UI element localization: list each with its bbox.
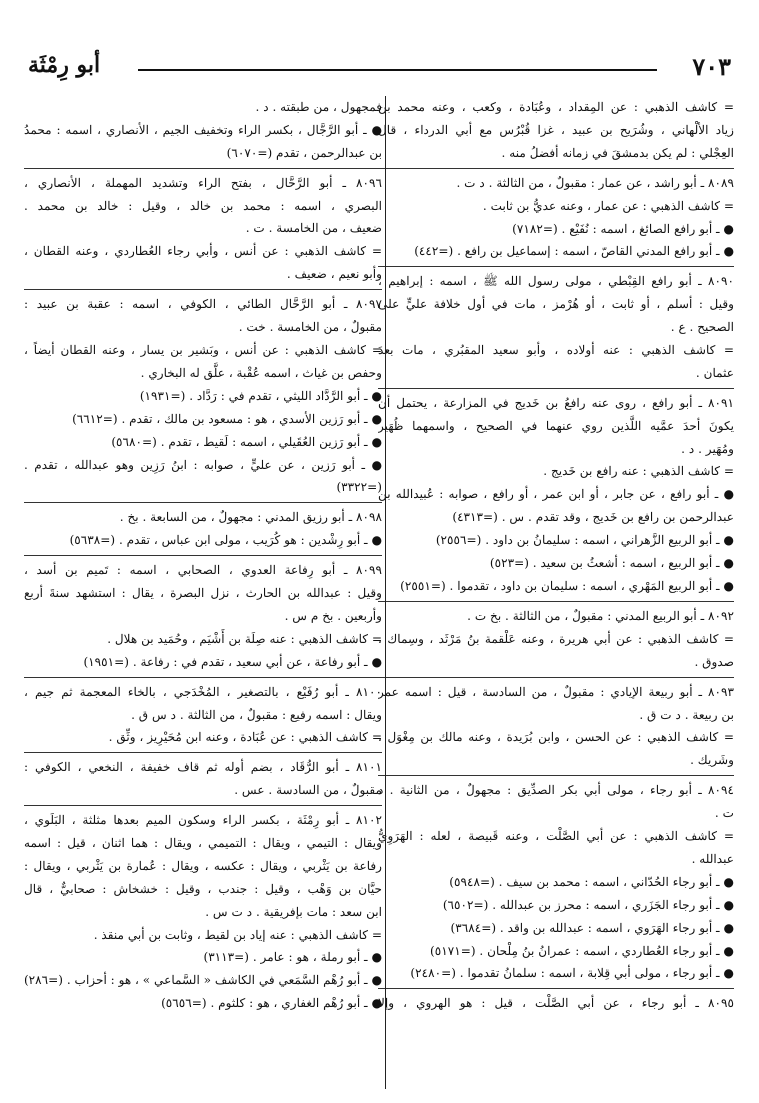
text-line: = كاشف الذهبي : عنه رافع بن خَديج . — [543, 464, 734, 479]
text-line: وقيل : أسلم ، أو ثابت ، أو هُرْمز ، مات في أول خلافة عليٍّ على — [378, 297, 734, 312]
text-line: ● ـ أبو رجاء العُطاردي ، اسمه : عمرانُ بنُ مِلْحان . (=٥١٧١) — [430, 943, 734, 958]
text-line: ٨٠٩٢ ـ أبو الربيع المدني : مقبولٌ ، من الثالثة . بخ ت . — [467, 608, 734, 623]
text-line: ٨٠٩٤ ـ أبو رجاء ، مولى أبي بكر الصدِّيق : مجهولٌ ، من الثانية . د — [378, 783, 734, 798]
text-line: وقيل : عبدالله بن الحارث ، نزل البصرة ، يقال : استشهد سنةَ أربع — [24, 586, 382, 600]
right-column — [378, 96, 734, 1089]
page-header — [28, 52, 731, 92]
text-line: ابن سعد : مات بإفريقية . د ت س . — [205, 904, 382, 919]
text-line: ● ـ أبو رافع المدني القاصّ ، اسمه : إسماعيل بن رافع . (=٤٤٢) — [414, 244, 734, 259]
entry-separator — [378, 775, 734, 776]
entry-separator — [24, 555, 382, 556]
text-line: ● ـ أبو الربيع الزَّهراني ، اسمه : سليمانُ بن داود . (=٢٥٥٦) — [435, 533, 734, 548]
text-line: ● ـ أبو رجاء الجَزَري ، اسمه : محرز بن عبدالله . (=٦٥٠٢) — [442, 897, 734, 912]
text-line: عبدالله . — [691, 851, 734, 866]
text-line: ٨٠٩٨ ـ أبو رزيق المدني : مجهولٌ ، من السابعة . بخ . — [119, 510, 382, 525]
text-line: بن عبدالرحمن ، تقدم (=٦٠٧٠) — [226, 145, 382, 160]
entry-separator — [24, 289, 382, 290]
text-line: ٨١٠٠ ـ أبو رُفَيْع ، بالتصغير ، المُخْدَجي ، بالخاء المعجمة ثم جيم ، — [24, 684, 382, 699]
text-line: ت . — [714, 806, 734, 821]
text-line: ويقال : اسمه رفيع : مقبولٌ ، من الثالثة . د س ق . — [131, 707, 382, 722]
text-line: ٨٠٨٩ ـ أبو راشد ، عن عمار : مقبولٌ ، من الثالثة . د ت . — [456, 175, 734, 190]
text-line: ويقال : التيمي ، ويقال : التميمي ، ويقال : هما اثنان ، قيل : اسمه — [24, 836, 382, 850]
text-line: بن ربيعة . د ت ق . — [639, 707, 734, 722]
text-line: ٨٠٩٦ ـ أبو الرَّحَّال ، بفتح الراء وتشديد المهملة ، الأنصاري ، — [24, 175, 382, 190]
text-line: يكونَ أحدَ عمَّيه اللَّذين روي عنهما في الصحيح ، واسمهما ظُهَير — [378, 418, 734, 433]
text-line: ● ـ أبو رجاء ، مولى أبي قِلابة ، اسمه : سلمانُ تقدموا . (=٢٤٨٠) — [410, 966, 734, 981]
text-line: عبدالرحمن بن رافع بن خَديج ، وقد تقدم . س . (=٤٣١٣) — [452, 510, 734, 525]
text-line: ٨٠٩٩ ـ أبو رِفاعة العدوي ، الصحابي ، اسمه : تَميم بن أسد ، — [24, 563, 382, 578]
entry-separator — [378, 988, 734, 989]
entry-separator — [24, 752, 382, 753]
text-line: = كاشف الذهبي : عن عمار ، وعنه عديُّ بن ثابت . — [482, 198, 734, 213]
text-line: ٨٠٩٣ ـ أبو ربيعة الإيادي : مقبولٌ ، من السادسة ، قيل : اسمه عمر — [378, 684, 734, 699]
text-line: البصري ، اسمه : محمد بن خالد ، وقيل : خالد بن محمد . — [24, 198, 382, 213]
text-line: (=٣٣٢٢) — [336, 480, 382, 495]
text-line: = كاشف الذهبي : عن المِقداد ، وعُبَادة ، وكعب ، وعنه محمد بن — [378, 100, 734, 114]
text-line: ● ـ أبو رَزين العُقَيلي ، اسمه : لَقيط ، تقدم . (=٥٦٨٠) — [111, 434, 382, 449]
text-line: ● ـ أبو رُهْم الغفاري ، هو : كلثوم . (=٥٦٥٦) — [161, 996, 382, 1011]
entry-separator — [378, 388, 734, 389]
text-line: حيَّان بن وَهْب ، وقيل : جندب ، وقيل : خشخاش : صحابيٌّ ، قال — [24, 881, 382, 896]
text-line: ● ـ أبو الرَّدَّاد الليثي ، تقدم في : رَدَّاد . (=١٩٣١) — [139, 388, 382, 403]
entry-separator — [24, 502, 382, 503]
text-line: ● ـ أبو الربيع المَهْري ، اسمه : سليمان بن داود ، تقدموا . (=٢٥٥١) — [400, 579, 734, 593]
text-line: ٨١٠١ ـ أبو الرُّقَاد ، بضم أوله ثم قاف خفيفة ، النخعي ، الكوفي : — [24, 760, 382, 775]
text-line: ٨٠٩٧ ـ أبو الرَّحَّال الطائي ، الكوفي ، اسمه : عقبة بن عبيد : — [24, 297, 382, 312]
text-line: = كاشف الذهبي : عنه إياد بن لقيط ، وثابت بن أبي منقذ . — [93, 927, 382, 942]
left-column — [24, 96, 382, 1089]
text-line: زياد الألْهاني ، وشُرَيح بن عبيد ، غزا قُبْرُس مع أبي الدرداء ، قال — [378, 122, 734, 137]
text-line: = كاشف الذهبي : عن أنس ، وبَشير بن يسار ، وعنه القطان أيضاً ، — [24, 342, 382, 357]
text-line: ● ـ أبو رفاعة ، عن أبي سعيد ، تقدم في : رفاعة . (=١٩٥١) — [83, 654, 382, 669]
text-line: ● ـ أبو الرَّجَّال ، بكسر الراء وتخفيف الجيم ، الأنصاري ، اسمه : محمدُ — [24, 122, 382, 137]
entry-separator — [378, 168, 734, 169]
text-line: وحفص بن غياث ، اسمه عُقْبة ، علَّق له البخاري . — [140, 365, 382, 380]
page-number: ٧٠٣ — [692, 52, 731, 81]
text-line: = كاشف الذهبي : عن أبي هريرة ، وعنه عَلْقمة بنُ مَرْثَد ، وسِماك ، — [378, 631, 734, 646]
text-line: عثمان . — [695, 365, 734, 380]
text-line: فمجهول ، من طبقته . د . — [255, 100, 382, 114]
text-line: = كاشف الذهبي : عن عُبَادة ، وعنه ابن مُحَيْرِيز ، وثِّق . — [108, 730, 382, 745]
text-line: ● ـ أبو رجاء الهَرَوي ، اسمه : عبدالله بن واقد . (=٣٦٨٤) — [450, 920, 734, 935]
text-line: ● ـ أبو رجاء الحُدّاني ، اسمه : محمد بن سيف . (=٥٩٤٨) — [449, 874, 734, 889]
text-line: ● ـ أبو رافع الصائغ ، اسمه : نُفَيْع . (=٧١٨٢) — [512, 221, 734, 236]
entry-separator — [24, 805, 382, 806]
text-line: = كاشف الذهبي : عنه أولاده ، وأبو سعيد المقبُري ، مات بعدَ — [378, 343, 734, 357]
text-line: ● ـ أبو رملة ، هو : عامر . (=٣١١٣) — [203, 950, 382, 965]
text-line: ● ـ أبو رَزين ، عن عليٍّ ، صوابه : ابنُ رَزِين وهو عبدالله ، تقدم . — [24, 457, 382, 472]
text-line: وأبو نعيم ، ضعيف . — [286, 267, 382, 282]
text-line: = كاشف الذهبي : عن أبي الصَّلْت ، وعنه قَبيصة ، لعله : الهَرَوِيُّ — [378, 829, 734, 843]
text-line: = كاشف الذهبي : عن أنس ، وأبي رجاء العُطاردي ، وعنه القطان ، — [24, 244, 382, 259]
text-line: ضعيف ، من الخامسة . ت . — [245, 221, 382, 236]
text-line: رفاعة بن يَثْربي ، ويقال : عكسه ، ويقال : عُمارة بن يَثْربي ، ويقال : — [24, 858, 382, 873]
entry-separator — [378, 266, 734, 267]
entry-separator — [24, 677, 382, 678]
text-line: ومُهَير . د . — [681, 441, 734, 456]
running-title: أبو رِمْثَة — [28, 52, 101, 78]
entry-separator — [378, 677, 734, 678]
column-divider — [385, 96, 386, 1089]
text-line: ٨٠٩٠ ـ أبو رافع القِبْطي ، مولى رسول الله ﷺ ، اسمه : إبراهيم ، — [378, 274, 734, 289]
text-line: العِجْلي : لم يكن بدمشقَ في زمانه أفضلُ منه . — [501, 145, 734, 160]
header-rule — [138, 69, 657, 71]
text-line: ● ـ أبو الربيع ، اسمه : أشعثُ بن سعيد . (=٥٢٣) — [489, 556, 734, 571]
text-line: صدوق . — [694, 654, 734, 669]
text-line: ٨٠٩١ ـ أبو رافع ، روى عنه رافعُ بن خَديج في المزارعة ، يحتمل أن — [378, 395, 734, 410]
text-line: ● ـ أبو رِشْدين : هو كُرَيب ، مولى ابن عباس ، تقدم . (=٥٦٣٨) — [69, 533, 382, 548]
text-line: ٨٠٩٥ ـ أبو رجاء ، عن أبي الصَّلْت ، قيل : هو الهروي ، وإلا — [378, 996, 734, 1011]
text-line: ● ـ أبو رافع ، عن جابر ، أو ابن عمر ، أو رافع ، صوابه : عُبيدالله بن — [378, 487, 734, 502]
entry-separator — [378, 601, 734, 602]
text-line: = كاشف الذهبي : عن الحسن ، وابن بُرَيدة ، وعنه مالك بن مِغْوَل ، — [378, 730, 734, 745]
text-line: مقبولٌ ، من الخامسة . خت . — [238, 320, 382, 335]
text-line: مقبولٌ ، من السادسة . عس . — [234, 783, 382, 798]
text-line: ● ـ أبو رُهْم السَّمَعي في الكاشف « السَّماعي » ، هو : أحزاب . (=٢٨٦) — [24, 973, 382, 988]
text-line: وشَريك . — [690, 753, 734, 768]
entry-separator — [24, 168, 382, 169]
text-line: الصحيح . ع . — [670, 320, 734, 335]
text-line: = كاشف الذهبي : عنه صِلَة بن أَشْيَم ، وحُمَيد بن هلال . — [107, 631, 382, 646]
text-line: ٨١٠٢ ـ أبو رِمْثَة ، بكسر الراء وسكون الميم بعدها مثلثة ، البَلَوي ، — [24, 813, 382, 828]
text-line: ● ـ أبو رَزين الأسدي ، هو : مسعود بن مالك ، تقدم . (=٦٦١٢) — [72, 411, 382, 426]
text-line: وأربعين . بخ م س . — [284, 608, 382, 623]
